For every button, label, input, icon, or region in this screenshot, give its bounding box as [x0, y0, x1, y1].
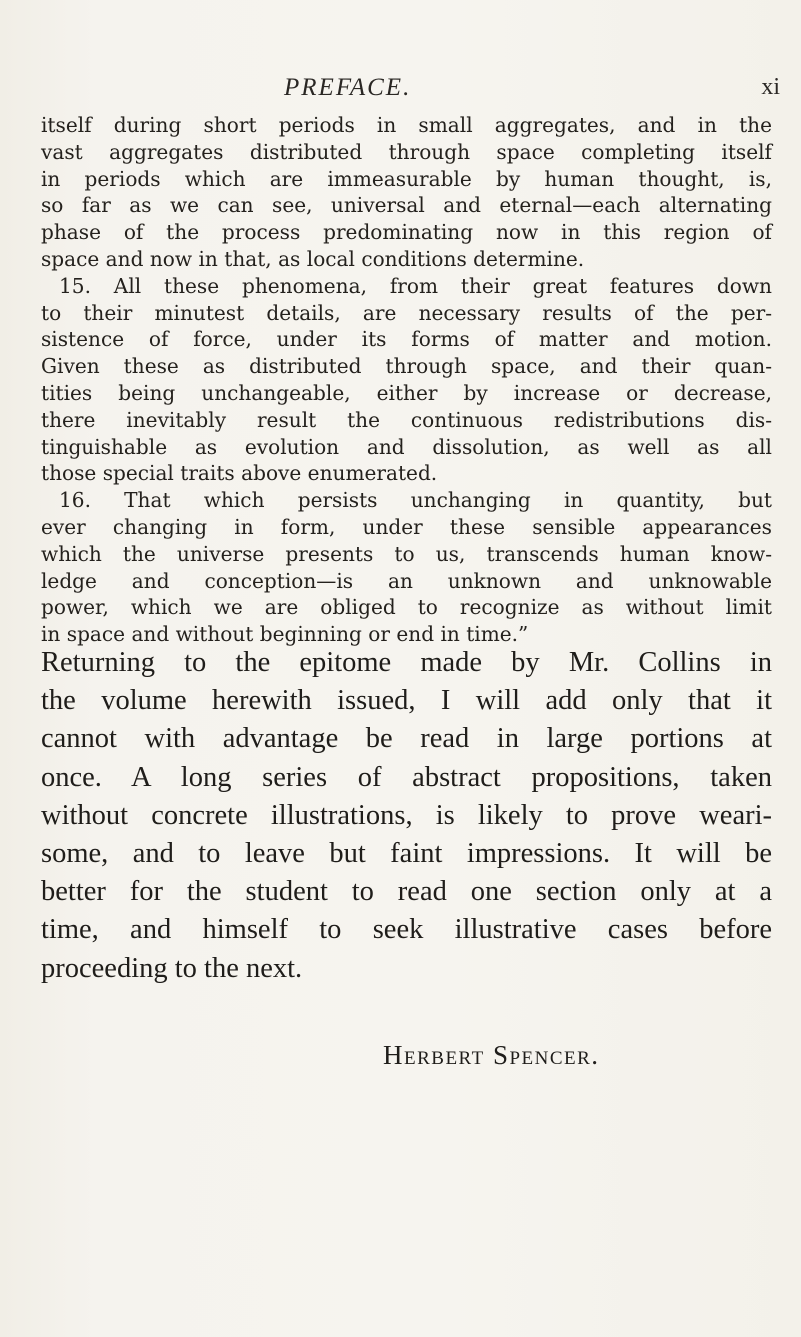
body-line: space and now in that, as local conditions determine. — [41, 246, 585, 271]
body-line: sistence of force, under its forms of matter and motion. — [41, 327, 772, 352]
running-head — [0, 74, 801, 104]
body-line: which the universe presents to us, transcends human know- — [41, 541, 772, 566]
author-signature: Herbert Spencer. — [383, 1040, 600, 1070]
body-line: ledge and conception—is an unknown and unknowable — [41, 568, 772, 593]
page-number: xi — [761, 74, 780, 100]
body-line: itself during short periods in small aggregates, and in the — [41, 113, 772, 137]
note-line: Returning to the epitome made by Mr. Collins in — [41, 647, 772, 678]
body-line: ever changing in form, under these sensible appearances — [41, 514, 772, 539]
body-line: tities being unchangeable, either by increase or decrease, — [41, 380, 772, 405]
body-line: in space and without beginning or end in time.” — [41, 622, 529, 647]
note-line: proceeding to the next. — [41, 952, 303, 984]
body-line: there inevitably result the continuous redistributions dis- — [41, 407, 772, 432]
note-line: time, and himself to seek illustrative cases before — [41, 914, 772, 946]
body-line: vast aggregates distributed through space completing itself — [41, 139, 772, 164]
note-line: once. A long series of abstract propositions, taken — [41, 761, 772, 793]
body-line: phase of the process predominating now in this region of — [41, 220, 772, 245]
preface-note-text — [41, 644, 772, 988]
running-title: PREFACE. — [284, 74, 412, 101]
body-line: in periods which are immeasurable by human thought, is, — [41, 166, 772, 191]
body-line: 16. That which persists unchanging in quantity, but — [59, 488, 772, 513]
body-line: those special traits above enumerated. — [41, 461, 438, 486]
body-line: power, which we are obliged to recognize as without limit — [41, 595, 772, 620]
note-line: without concrete illustrations, is likely to prove weari- — [41, 799, 772, 831]
body-line: so far as we can see, universal and eternal—each alternating — [41, 193, 772, 218]
body-line: tinguishable as evolution and dissolution, as well as all — [41, 434, 772, 459]
quoted-summary-text — [41, 112, 772, 648]
note-line: cannot with advantage be read in large portions at — [41, 723, 772, 755]
note-line: the volume herewith issued, I will add only that it — [41, 685, 772, 717]
note-line: better for the student to read one section only at a — [41, 876, 772, 908]
note-line: some, and to leave but faint impressions. It will be — [41, 837, 772, 869]
body-line: Given these as distributed through space, and their quan- — [41, 354, 772, 379]
body-line: 15. All these phenomena, from their great features down — [59, 273, 772, 298]
body-line: to their minutest details, are necessary results of the per- — [41, 300, 772, 325]
